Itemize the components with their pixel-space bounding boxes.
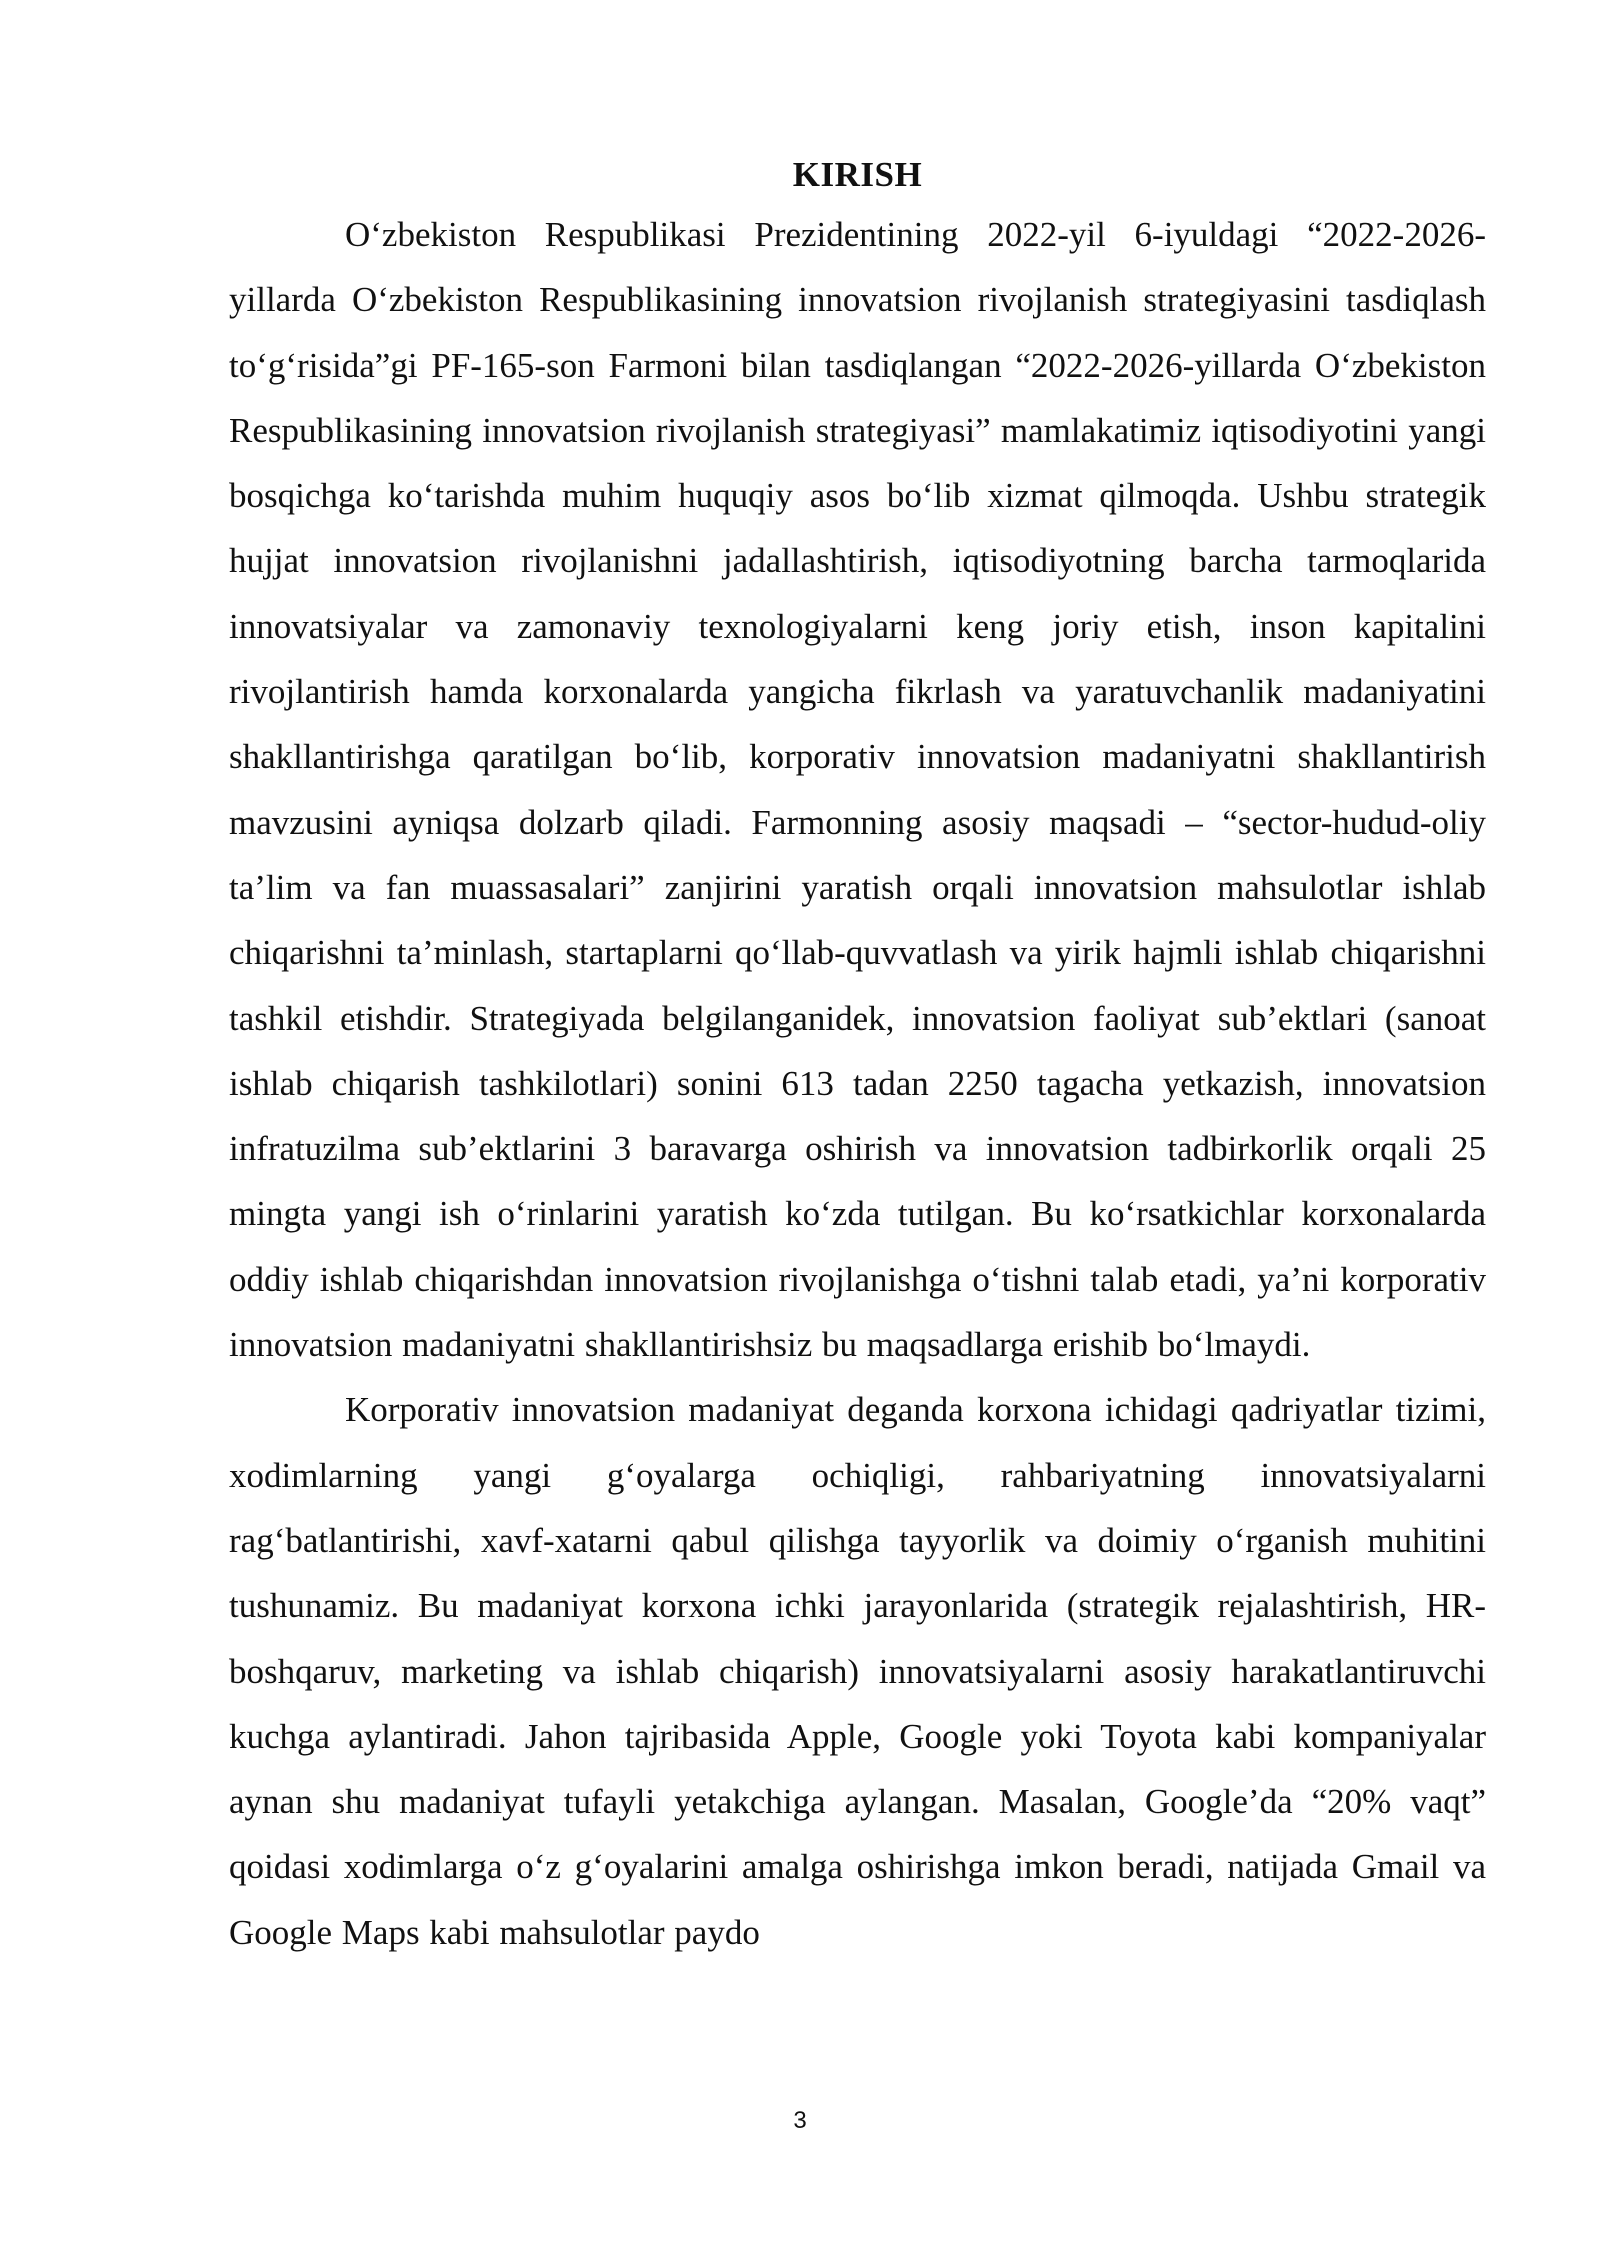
paragraph-corporate-culture: Korporativ innovatsion madaniyat deganda korxona ichidagi qadriyatlar tizimi, xodimlarning yangi g‘oyalarga ochiqligi, rahbariyatning innovatsiyalarni rag‘batlantirishi, xavf-xatarni qabul qilishga tayyorlik va doimiy o‘rganish muhitini tushunamiz. Bu madaniyat korxona ichki jarayonlarida (strategik rejalashtirish, HR-boshqaruv, marketing va ishlab chiqarish) innovatsiyalarni asosiy harakatlantiruvchi kuchga aylantiradi. Jahon tajribasida Apple, Google yoki Toyota kabi kompaniyalar aynan shu madaniyat tufayli yetakchiga aylangan. Masalan, Google’da “20% vaqt” qoidasi xodimlarga o‘z g‘oyalarini amalga oshirishga imkon beradi, natijada Gmail va Google Maps kabi mahsulotlar paydo: [229, 1390, 1486, 1952]
paragraph-strategy: O‘zbekiston Respublikasi Prezidentining 2022-yil 6-iyuldagi “2022-2026-yillarda O‘zbekiston Respublikasining innovatsion rivojlanish strategiyasini tasdiqlash to‘g‘risida”gi PF-165-son Farmoni bilan tasdiqlangan “2022-2026-yillarda O‘zbekiston Respublikasining innovatsion rivojlanish strategiyasi” mamlakatimiz iqtisodiyotini yangi bosqichga ko‘tarishda muhim huquqiy asos bo‘lib xizmat qilmoqda. Ushbu strategik hujjat innovatsion rivojlanishni jadallashtirish, iqtisodiyotning barcha tarmoqlarida innovatsiyalar va zamonaviy texnologiyalarni keng joriy etish, inson kapitalini rivojlantirish hamda korxonalarda yangicha fikrlash va yaratuvchanlik madaniyatini shakllantirishga qaratilgan bo‘lib, korporativ innovatsion madaniyatni shakllantirish mavzusini ayniqsa dolzarb qiladi. Farmonning asosiy maqsadi – “sector-hudud-oliy ta’lim va fan muassasalari” zanjirini yaratish orqali innovatsion mahsulotlar ishlab chiqarishni ta’minlash, startaplarni qo‘llab-quvvatlash va yirik hajmli ishlab chiqarishni tashkil etishdir. Strategiyada belgilanganidek, innovatsion faoliyat sub’ektlari (sanoat ishlab chiqarish tashkilotlari) sonini 613 tadan 2250 tagacha yetkazish, innovatsion infratuzilma sub’ektlarini 3 baravarga oshirish va innovatsion tadbirkorlik orqali 25 mingta yangi ish o‘rinlarini yaratish ko‘zda tutilgan. Bu ko‘rsatkichlar korxonalarda oddiy ishlab chiqarishdan innovatsion rivojlanishga o‘tishni talab etadi, ya’ni korporativ innovatsion madaniyatni shakllantirishsiz bu maqsadlarga erishib bo‘lmaydi.: [229, 215, 1486, 1365]
document-body: [229, 148, 1486, 1965]
section-heading: KIRISH: [792, 155, 923, 194]
page-number: 3: [793, 2107, 807, 2134]
